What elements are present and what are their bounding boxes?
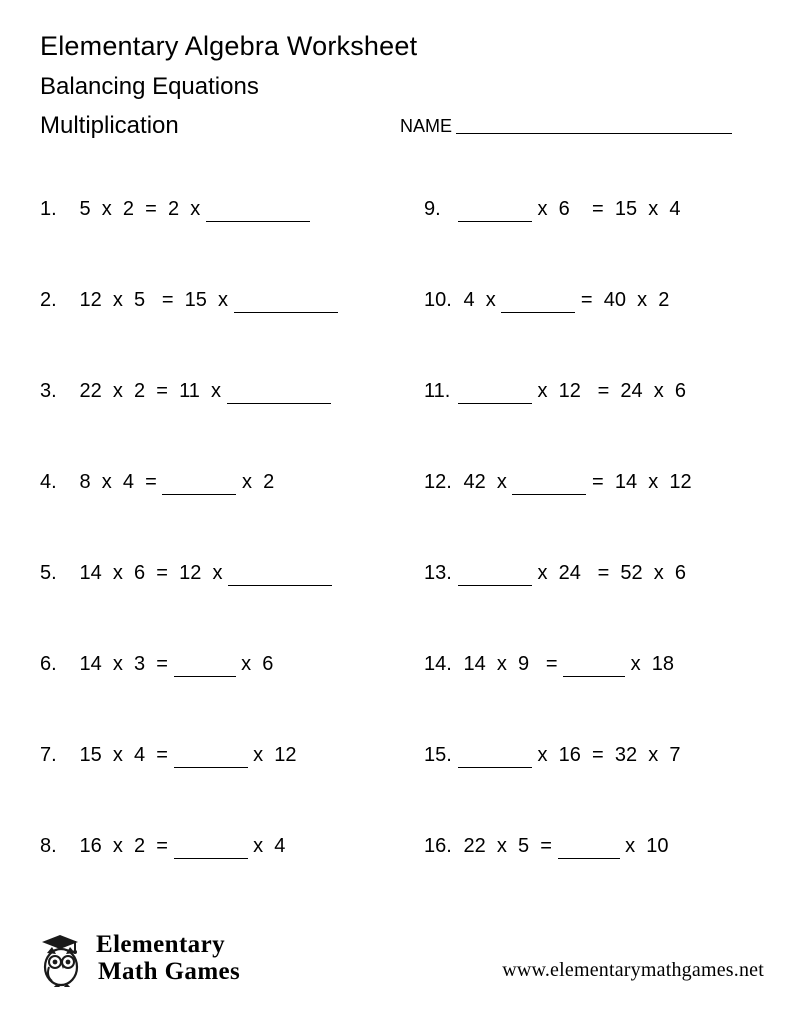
expression-token: x: [532, 744, 554, 766]
problem-number: 16.: [424, 835, 452, 857]
problem-number: 15.: [424, 744, 452, 766]
problem-expression: [74, 469, 280, 495]
expression-token: 10: [640, 835, 675, 857]
expression-token: 9: [512, 653, 535, 675]
expression-token: 7: [663, 744, 687, 766]
expression-token: x: [235, 653, 257, 675]
expression-token: x: [642, 471, 664, 493]
problem-expression: [458, 651, 680, 677]
expression-token: =: [150, 289, 180, 311]
problem-expression: [74, 560, 332, 586]
page-subtitle: Balancing Equations: [40, 73, 259, 100]
problem-number: 3.: [40, 380, 57, 402]
expression-token: 18: [646, 653, 680, 675]
name-label: NAME: [400, 116, 453, 136]
problem: [424, 651, 680, 677]
problem-row: [0, 742, 800, 833]
expression-token: 42: [458, 471, 492, 493]
expression-token: 15: [74, 744, 108, 766]
problem-number: 10.: [424, 289, 452, 311]
expression-token: =: [534, 835, 558, 857]
problem-number: 4.: [40, 471, 57, 493]
expression-token: 2: [117, 198, 140, 220]
answer-blank[interactable]: [228, 563, 332, 586]
expression-token: =: [150, 562, 174, 584]
problem: [40, 287, 338, 313]
expression-token: 12: [553, 380, 587, 402]
expression-token: 6: [128, 562, 151, 584]
expression-token: =: [150, 380, 174, 402]
expression-token: 2: [162, 198, 185, 220]
problem-expression: [458, 196, 686, 222]
answer-blank[interactable]: [458, 381, 532, 404]
expression-token: 5: [128, 289, 151, 311]
expression-token: 12: [268, 744, 303, 766]
expression-token: 6: [669, 380, 692, 402]
problem-expression: [458, 833, 674, 859]
expression-token: 22: [458, 835, 492, 857]
expression-token: 14: [609, 471, 643, 493]
expression-token: x: [236, 471, 258, 493]
expression-token: x: [648, 562, 670, 584]
expression-token: =: [575, 198, 610, 220]
problem: [424, 287, 675, 313]
expression-token: 2: [257, 471, 280, 493]
expression-token: 2: [652, 289, 675, 311]
page-title: Elementary Algebra Worksheet: [40, 31, 418, 61]
answer-blank[interactable]: [174, 654, 236, 677]
answer-blank[interactable]: [558, 836, 620, 859]
problem-expression: [74, 651, 279, 677]
expression-token: 40: [598, 289, 632, 311]
problem-row: [0, 196, 800, 287]
problem-expression: [458, 287, 675, 313]
expression-token: =: [534, 653, 564, 675]
expression-token: x: [619, 835, 641, 857]
problem-expression: [458, 378, 692, 404]
problem-row: [0, 378, 800, 469]
expression-token: =: [139, 471, 163, 493]
expression-token: x: [532, 380, 554, 402]
problem-expression: [74, 287, 338, 313]
expression-token: =: [586, 744, 610, 766]
expression-token: 8: [74, 471, 97, 493]
expression-token: 15: [609, 198, 643, 220]
problem-number: 9.: [424, 198, 441, 220]
problem-expression: [74, 196, 310, 222]
problem-number: 7.: [40, 744, 57, 766]
problem: [40, 560, 332, 586]
expression-token: =: [586, 562, 615, 584]
expression-token: 6: [553, 198, 576, 220]
expression-token: 16: [74, 835, 108, 857]
problem-number: 11.: [424, 380, 451, 402]
problem-expression: [74, 742, 302, 768]
problem: [40, 196, 310, 222]
problem: [40, 378, 331, 404]
expression-token: 22: [74, 380, 108, 402]
answer-blank[interactable]: [458, 745, 532, 768]
problem: [40, 833, 291, 859]
problem-number: 14.: [424, 653, 452, 675]
expression-token: 4: [663, 198, 687, 220]
problem-expression: [458, 742, 686, 768]
expression-token: 4: [268, 835, 291, 857]
expression-token: 12: [173, 562, 207, 584]
expression-token: x: [107, 744, 129, 766]
owl-logo-icon: [38, 929, 90, 987]
answer-blank[interactable]: [174, 836, 248, 859]
problem-number: 5.: [40, 562, 57, 584]
expression-token: x: [480, 289, 502, 311]
answer-blank[interactable]: [501, 290, 575, 313]
expression-token: 24: [614, 380, 649, 402]
problem-expression: [458, 560, 692, 586]
problem: [424, 469, 697, 495]
expression-token: x: [532, 198, 554, 220]
expression-token: 12: [74, 289, 108, 311]
answer-blank[interactable]: [458, 199, 532, 222]
site-url: www.elementarymathgames.net: [502, 959, 764, 981]
expression-token: 4: [458, 289, 481, 311]
expression-token: x: [247, 835, 269, 857]
expression-token: x: [625, 653, 647, 675]
answer-blank[interactable]: [563, 654, 625, 677]
problem: [424, 196, 686, 222]
problem-expression: [74, 378, 331, 404]
answer-blank[interactable]: [162, 472, 236, 495]
expression-token: 4: [117, 471, 140, 493]
expression-token: 14: [74, 653, 108, 675]
expression-token: x: [642, 744, 664, 766]
problem-number: 13.: [424, 562, 452, 584]
expression-token: 4: [128, 744, 151, 766]
expression-token: x: [184, 198, 206, 220]
problem: [40, 469, 280, 495]
expression-token: x: [631, 289, 653, 311]
expression-token: x: [107, 289, 129, 311]
expression-token: =: [586, 471, 610, 493]
expression-token: x: [648, 380, 670, 402]
expression-token: x: [532, 562, 554, 584]
problem-list: [0, 196, 800, 924]
expression-token: 11: [173, 380, 206, 402]
expression-token: x: [107, 562, 129, 584]
answer-blank[interactable]: [174, 745, 248, 768]
expression-token: x: [107, 380, 129, 402]
problem-number: 2.: [40, 289, 57, 311]
logo: [38, 929, 240, 987]
expression-token: 5: [512, 835, 535, 857]
name-input-line[interactable]: [456, 133, 732, 134]
problem: [424, 742, 686, 768]
answer-blank[interactable]: [227, 381, 331, 404]
expression-token: 15: [179, 289, 213, 311]
expression-token: 3: [128, 653, 151, 675]
problem-row: [0, 651, 800, 742]
answer-blank[interactable]: [234, 290, 338, 313]
expression-token: x: [247, 744, 269, 766]
expression-token: x: [205, 380, 227, 402]
expression-token: x: [491, 835, 513, 857]
expression-token: =: [150, 653, 174, 675]
expression-token: x: [212, 289, 234, 311]
expression-token: x: [96, 198, 118, 220]
logo-line-1: Elementary: [96, 931, 225, 958]
expression-token: x: [206, 562, 229, 584]
logo-text: [96, 931, 240, 985]
expression-token: x: [642, 198, 664, 220]
expression-token: x: [107, 835, 129, 857]
expression-token: x: [96, 471, 118, 493]
problem-row: [0, 833, 800, 924]
expression-token: 16: [553, 744, 587, 766]
answer-blank[interactable]: [206, 199, 310, 222]
expression-token: 14: [458, 653, 492, 675]
problem-number: 8.: [40, 835, 57, 857]
problem: [40, 742, 302, 768]
name-field-group[interactable]: [400, 116, 732, 136]
expression-token: 2: [128, 835, 151, 857]
expression-token: =: [575, 289, 599, 311]
expression-token: 6: [669, 562, 692, 584]
problem-expression: [458, 469, 697, 495]
expression-token: x: [491, 471, 513, 493]
expression-token: =: [139, 198, 163, 220]
expression-token: 14: [74, 562, 108, 584]
expression-token: 6: [256, 653, 279, 675]
problem-row: [0, 469, 800, 560]
expression-token: 12: [663, 471, 698, 493]
problem-number: 1.: [40, 198, 57, 220]
expression-token: x: [491, 653, 513, 675]
expression-token: 5: [74, 198, 97, 220]
expression-token: 32: [609, 744, 643, 766]
answer-blank[interactable]: [458, 563, 532, 586]
expression-token: =: [586, 380, 615, 402]
problem-row: [0, 287, 800, 378]
problem-number: 12.: [424, 471, 452, 493]
expression-token: 24: [553, 562, 587, 584]
page-subtitle-2: Multiplication: [40, 112, 179, 139]
logo-line-2: Math Games: [98, 958, 241, 985]
expression-token: =: [150, 744, 174, 766]
expression-token: 52: [614, 562, 649, 584]
worksheet-footer: [0, 929, 800, 1007]
expression-token: =: [150, 835, 174, 857]
expression-token: x: [107, 653, 129, 675]
expression-token: 2: [128, 380, 151, 402]
problem: [40, 651, 279, 677]
problem-expression: [74, 833, 291, 859]
problem: [424, 560, 692, 586]
problem: [424, 833, 674, 859]
answer-blank[interactable]: [512, 472, 586, 495]
problem-row: [0, 560, 800, 651]
problem: [424, 378, 692, 404]
problem-number: 6.: [40, 653, 57, 675]
